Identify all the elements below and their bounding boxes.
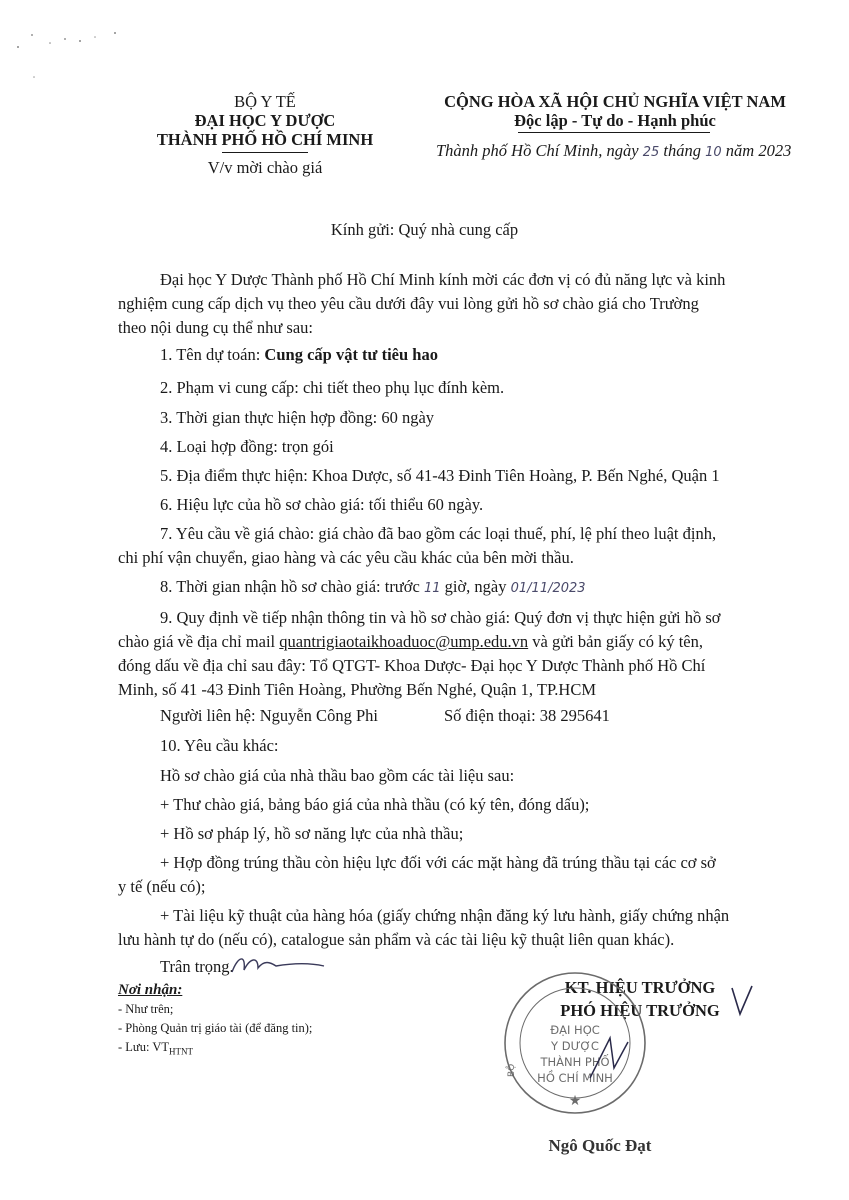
- doc-2: + Hồ sơ pháp lý, hồ sơ năng lực của nhà thầu;: [160, 824, 464, 843]
- item-4: 4. Loại hợp đồng: trọn gói: [160, 437, 334, 456]
- item-10: 10. Yêu cầu khác:: [160, 736, 279, 755]
- recipient-3-prefix: - Lưu: VT: [118, 1040, 169, 1054]
- item-8-mid: giờ, ngày: [444, 577, 507, 596]
- stamp-side-text: BỘ: [507, 1063, 517, 1077]
- date-prefix: Thành phố Hồ Chí Minh, ngày: [436, 141, 639, 160]
- doc-4-line-1: + Tài liệu kỹ thuật của hàng hóa (giấy chứng nhận đăng ký lưu hành, giấy chứng nhận: [160, 906, 730, 925]
- item-1-value: Cung cấp vật tư tiêu hao: [264, 345, 438, 364]
- signature-title-2: PHÓ HIỆU TRƯỞNG: [560, 1001, 720, 1020]
- stamp-line-2: Y DƯỢC: [551, 1039, 599, 1053]
- doc-1: + Thư chào giá, bảng báo giá của nhà thầu (có ký tên, đóng dấu);: [160, 795, 590, 814]
- item-8-hour-handwritten: 11: [423, 581, 441, 596]
- intro-line-3: theo nội dung cụ thể như sau:: [118, 318, 313, 337]
- item-8-date-handwritten: 01/11/2023: [510, 581, 586, 596]
- ministry-name: BỘ Y TẾ: [234, 92, 296, 111]
- docs-intro: Hồ sơ chào giá của nhà thầu bao gồm các tài liệu sau:: [160, 766, 515, 785]
- item-8-prefix: 8. Thời gian nhận hồ sơ chào giá: trước: [160, 577, 420, 596]
- initials-scribble: [228, 948, 328, 980]
- national-motto: Độc lập - Tự do - Hạnh phúc: [514, 111, 716, 130]
- doc-3-line-1: + Hợp đồng trúng thầu còn hiệu lực đối với các mặt hàng đã trúng thầu tại các cơ sở: [160, 853, 716, 872]
- header-left: [120, 92, 410, 149]
- item-3: 3. Thời gian thực hiện hợp đồng: 60 ngày: [160, 408, 435, 427]
- country-name: CỘNG HÒA XÃ HỘI CHỦ NGHĨA VIỆT NAM: [444, 92, 786, 111]
- stamp-line-1: ĐẠI HỌC: [550, 1023, 600, 1037]
- date-month-label: tháng: [663, 141, 701, 160]
- stamp-line-4: HỒ CHÍ MINH: [537, 1071, 613, 1085]
- stamp-line-3: THÀNH PHỐ: [540, 1055, 610, 1069]
- header-right-rule: [518, 132, 710, 133]
- item-5: 5. Địa điểm thực hiện: Khoa Dược, số 41-43 Đinh Tiên Hoàng, P. Bến Nghé, Quận 1: [160, 466, 720, 485]
- item-7-line-2: chi phí vận chuyển, giao hàng và các yêu cầu khác của bên mời thầu.: [118, 548, 574, 567]
- contact-person: Người liên hệ: Nguyễn Công Phi: [160, 706, 378, 725]
- item-1-label: 1. Tên dự toán:: [160, 345, 265, 364]
- item-9-line-2: [118, 630, 703, 654]
- svg-text:★: ★: [568, 1093, 582, 1109]
- doc-3-line-2: y tế (nếu có);: [118, 877, 206, 896]
- item-9-line-3: đóng dấu về địa chỉ sau đây: Tổ QTGT- Khoa Dược- Đại học Y Dược Thành phố Hồ Chí: [118, 656, 706, 675]
- item-9-line-1: 9. Quy định về tiếp nhận thông tin và hồ sơ chào giá: Quý đơn vị thực hiện gửi hồ sơ: [160, 608, 721, 627]
- signer-name: Ngô Quốc Đạt: [548, 1136, 652, 1155]
- item-9-line-4: Minh, số 41 -43 Đinh Tiên Hoàng, Phường Bến Nghé, Quận 1, TP.HCM: [118, 680, 597, 699]
- item-6: 6. Hiệu lực của hồ sơ chào giá: tối thiểu 60 ngày.: [160, 495, 484, 514]
- item-9-text-a: chào giá về địa chỉ mail: [118, 632, 280, 651]
- recipients-title: Nơi nhận:: [118, 982, 183, 998]
- handwritten-signature: [580, 1028, 640, 1088]
- recipients-block: [118, 980, 418, 1062]
- item-9-text-b: và gửi bản giấy có ký tên,: [528, 632, 703, 651]
- header-left-rule: [222, 152, 308, 153]
- date-day-handwritten: 25: [642, 145, 660, 160]
- recipient-3-sub: HTNT: [168, 1046, 193, 1057]
- date-line: [436, 140, 816, 164]
- recipient-2: - Phòng Quản trị giáo tài (để đăng tin);: [118, 1021, 313, 1035]
- letter-body: [118, 268, 808, 340]
- subject-line: V/v mời chào giá: [207, 158, 323, 177]
- university-city: THÀNH PHỐ HỒ CHÍ MINH: [156, 130, 374, 149]
- date-year: năm 2023: [725, 141, 792, 160]
- recipient-3: [118, 1038, 418, 1062]
- email-link[interactable]: quantrigiaotaikhoaduoc@ump.edu.vn: [279, 632, 529, 651]
- item-8: [160, 575, 586, 601]
- item-1: [160, 343, 438, 367]
- signature-title-1: KT. HIỆU TRƯỞNG: [564, 978, 716, 997]
- intro-line-2: nghiệm cung cấp dịch vụ theo yêu cầu dưới đây vui lòng gửi hồ sơ chào giá cho Trường: [118, 294, 699, 313]
- item-7-line-1: 7. Yêu cầu về giá chào: giá chào đã bao gồm các loại thuế, phí, lệ phí theo luật định,: [160, 524, 717, 543]
- doc-4-line-2: lưu hành tự do (nếu có), catalogue sản phẩm và các tài liệu kỹ thuật liên quan khác).: [118, 930, 675, 949]
- scan-specks: [10, 25, 130, 85]
- item-2: 2. Phạm vi cung cấp: chi tiết theo phụ lục đính kèm.: [160, 378, 505, 397]
- recipient-line: Kính gửi: Quý nhà cung cấp: [330, 220, 519, 239]
- date-month-handwritten: 10: [705, 145, 722, 160]
- university-name: ĐẠI HỌC Y DƯỢC: [194, 111, 336, 130]
- contact-phone: Số điện thoại: 38 295641: [444, 706, 610, 725]
- approval-mark: [728, 982, 758, 1022]
- intro-line-1: Đại học Y Dược Thành phố Hồ Chí Minh kính mời các đơn vị có đủ năng lực và kinh: [160, 270, 726, 289]
- recipient-1: - Như trên;: [118, 1002, 174, 1016]
- closing: Trân trọng.: [160, 957, 234, 976]
